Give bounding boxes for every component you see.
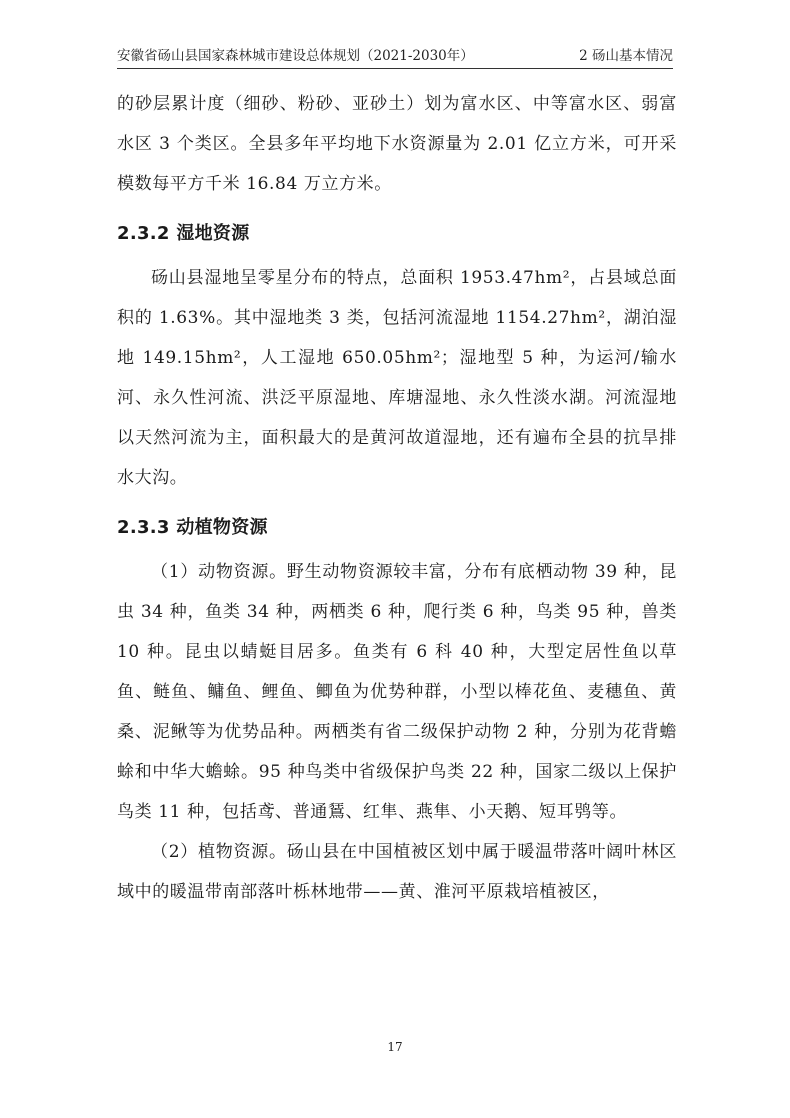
page-body (117, 84, 677, 912)
section-heading-wetland: 2.3.2 湿地资源 (117, 223, 250, 244)
header-rule (117, 68, 673, 69)
continued-paragraph: 的砂层累计度（细砂、粉砂、亚砂土）划为富水区、中等富水区、弱富水区 3 个类区。全县多年平均地下水资源量为 2.01 亿立方米，可开采模数每平方千米 16.84 万立方米。 (117, 94, 677, 194)
header-document-title: 安徽省砀山县国家森林城市建设总体规划（2021-2030年） (117, 48, 474, 64)
running-header (117, 40, 673, 66)
page-number: 17 (387, 1040, 403, 1054)
section-heading-flora-fauna: 2.3.3 动植物资源 (117, 517, 268, 538)
plant-resources-paragraph: （2）植物资源。砀山县在中国植被区划中属于暖温带落叶阔叶林区域中的暖温带南部落叶栎林地带——黄、淮河平原栽培植被区， (117, 842, 677, 902)
wetland-paragraph: 砀山县湿地呈零星分布的特点，总面积 1953.47hm²，占县域总面积的 1.63%。其中湿地类 3 类，包括河流湿地 1154.27hm²，湖泊湿地 149.15hm²，人工湿地 650.05hm²；湿地型 5 种，为运河/输水河、永久性河流、洪泛平原湿地、库塘湿地、永久性淡水湖。河流湿地以天然河流为主，面积最大的是黄河故道湿地，还有遍布全县的抗旱排水大沟。 (117, 268, 677, 488)
header-chapter-title: 2 砀山基本情况 (579, 48, 673, 64)
animal-resources-paragraph: （1）动物资源。野生动物资源较丰富，分布有底栖动物 39 种，昆虫 34 种，鱼类 34 种，两栖类 6 种，爬行类 6 种，鸟类 95 种，兽类 10 种。昆虫以蜻蜓目居多。鱼类有 6 科 40 种，大型定居性鱼以草鱼、鲢鱼、鳙鱼、鲤鱼、鲫鱼为优势种群，小型以棒花鱼、麦穗鱼、黄桑、泥鳅等为优势品种。两栖类有省二级保护动物 2 种，分别为花背蟾蜍和中华大蟾蜍。95 种鸟类中省级保护鸟类 22 种，国家二级以上保护鸟类 11 种，包括鸢、普通鵟、红隼、燕隼、小天鹅、短耳鸮等。 (117, 562, 677, 822)
